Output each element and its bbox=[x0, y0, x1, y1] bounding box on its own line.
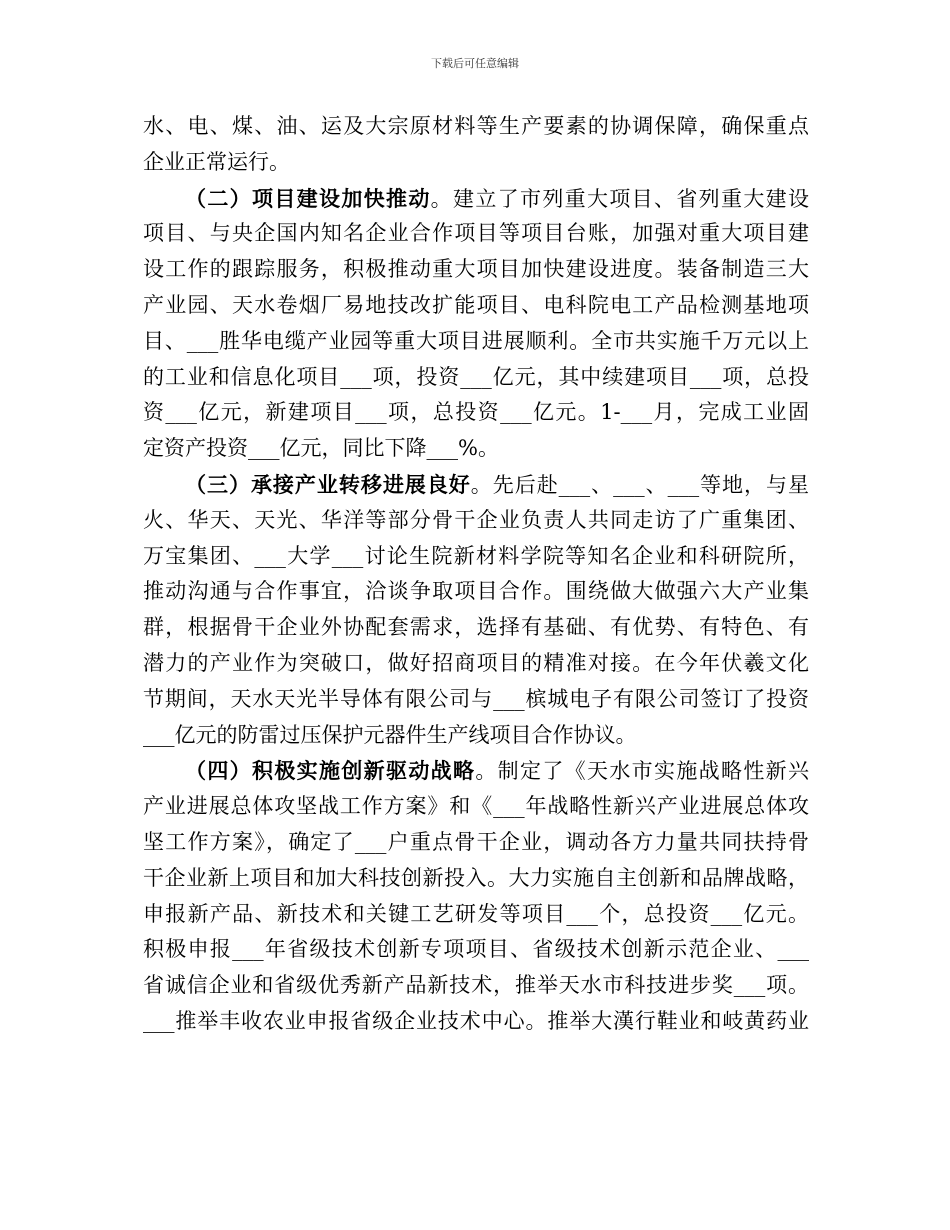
text-run: 产业进展总体攻坚战工作方案》和《___年战略性新兴产业进展总体攻 bbox=[143, 794, 809, 819]
document-body bbox=[143, 109, 809, 1040]
text-line bbox=[143, 932, 809, 968]
text-run: 。先后赴___、___、___等地，与星 bbox=[470, 472, 809, 497]
text-run: 水、电、煤、油、运及大宗原材料等生产要素的协调保障，确保重点 bbox=[143, 114, 809, 138]
text-run: 群，根据骨干企业外协配套需求，选择有基础、有优势、有特色、有 bbox=[143, 615, 809, 640]
text-run: 干企业新上项目和加大科技创新投入。大力实施自主创新和品牌战略， bbox=[143, 865, 809, 890]
text-line bbox=[143, 252, 809, 288]
text-run: 潜力的产业作为突破口，做好招商项目的精准对接。在今年伏羲文化 bbox=[143, 650, 809, 675]
text-line bbox=[143, 646, 809, 682]
text-line bbox=[143, 682, 809, 718]
text-line bbox=[143, 431, 809, 467]
text-line bbox=[143, 574, 809, 610]
text-line bbox=[143, 539, 809, 575]
text-run: 设工作的跟踪服务，积极推动重大项目加快建设进度。装备制造三大 bbox=[143, 257, 809, 282]
text-line bbox=[143, 145, 809, 181]
text-run: 万宝集团、___大学___讨论生院新材料学院等知名企业和科研院所， bbox=[143, 543, 809, 568]
text-line bbox=[143, 395, 809, 431]
text-run: 目、___胜华电缆产业园等重大项目进展顺利。全市共实施千万元以上 bbox=[143, 328, 809, 353]
text-run: 推动沟通与合作事宜，洽谈争取项目合作。围绕做大做强六大产业集 bbox=[143, 579, 809, 604]
text-line bbox=[143, 753, 809, 789]
text-line bbox=[143, 503, 809, 539]
text-run: 。建立了市列重大项目、省列重大建设 bbox=[430, 186, 809, 211]
text-line bbox=[143, 897, 809, 933]
text-line bbox=[143, 1004, 809, 1040]
text-line bbox=[143, 861, 809, 897]
section-heading: （二）项目建设加快推动 bbox=[185, 185, 431, 211]
text-run: 积极申报___年省级技术创新专项项目、省级技术创新示范企业、___ bbox=[143, 937, 809, 962]
text-run: ___亿元的防雷过压保护元器件生产线项目合作协议。 bbox=[143, 722, 637, 747]
text-run: 。制定了《天水市实施战略性新兴 bbox=[475, 759, 809, 784]
section-heading: （四）积极实施创新驱动战略 bbox=[185, 758, 476, 784]
text-run: 节期间，天水天光半导体有限公司与___槟城电子有限公司签订了投资 bbox=[143, 686, 809, 711]
text-run: 项目、与央企国内知名企业合作项目等项目台账，加强对重大项目建 bbox=[143, 221, 809, 246]
text-run: 企业正常运行。 bbox=[143, 149, 290, 174]
text-run: 资___亿元，新建项目___项，总投资___亿元。1-___月，完成工业固 bbox=[143, 400, 809, 425]
text-run: 坚工作方案》，确定了___户重点骨干企业，调动各方力量共同扶持骨 bbox=[143, 829, 809, 854]
text-line bbox=[143, 467, 809, 503]
text-run: 产业园、天水卷烟厂易地技改扩能项目、电科院电工产品检测基地项 bbox=[143, 292, 809, 317]
text-line bbox=[143, 968, 809, 1004]
text-line bbox=[143, 360, 809, 396]
text-line bbox=[143, 288, 809, 324]
text-run: 申报新产品、新技术和关键工艺研发等项目___个，总投资___亿元。 bbox=[143, 901, 809, 926]
text-line bbox=[143, 825, 809, 861]
text-run: 省诚信企业和省级优秀新产品新技术，推举天水市科技进步奖___项。 bbox=[143, 973, 809, 998]
text-line bbox=[143, 109, 809, 145]
text-line bbox=[143, 216, 809, 252]
text-line bbox=[143, 610, 809, 646]
text-line bbox=[143, 718, 809, 754]
text-line bbox=[143, 789, 809, 825]
text-line bbox=[143, 181, 809, 217]
text-run: 的工业和信息化项目___项，投资___亿元，其中续建项目___项，总投 bbox=[143, 364, 809, 389]
text-line bbox=[143, 324, 809, 360]
section-heading: （三）承接产业转移进展良好 bbox=[185, 471, 471, 497]
page-header: 下载后可任意编辑 bbox=[431, 57, 519, 70]
text-run: ___推举丰收农业申报省级企业技术中心。推举大漢行鞋业和岐黄药业 bbox=[143, 1008, 809, 1033]
text-run: 定资产投资___亿元，同比下降___%。 bbox=[143, 436, 499, 461]
text-run: 火、华天、天光、华洋等部分骨干企业负责人共同走访了广重集团、 bbox=[143, 507, 809, 532]
